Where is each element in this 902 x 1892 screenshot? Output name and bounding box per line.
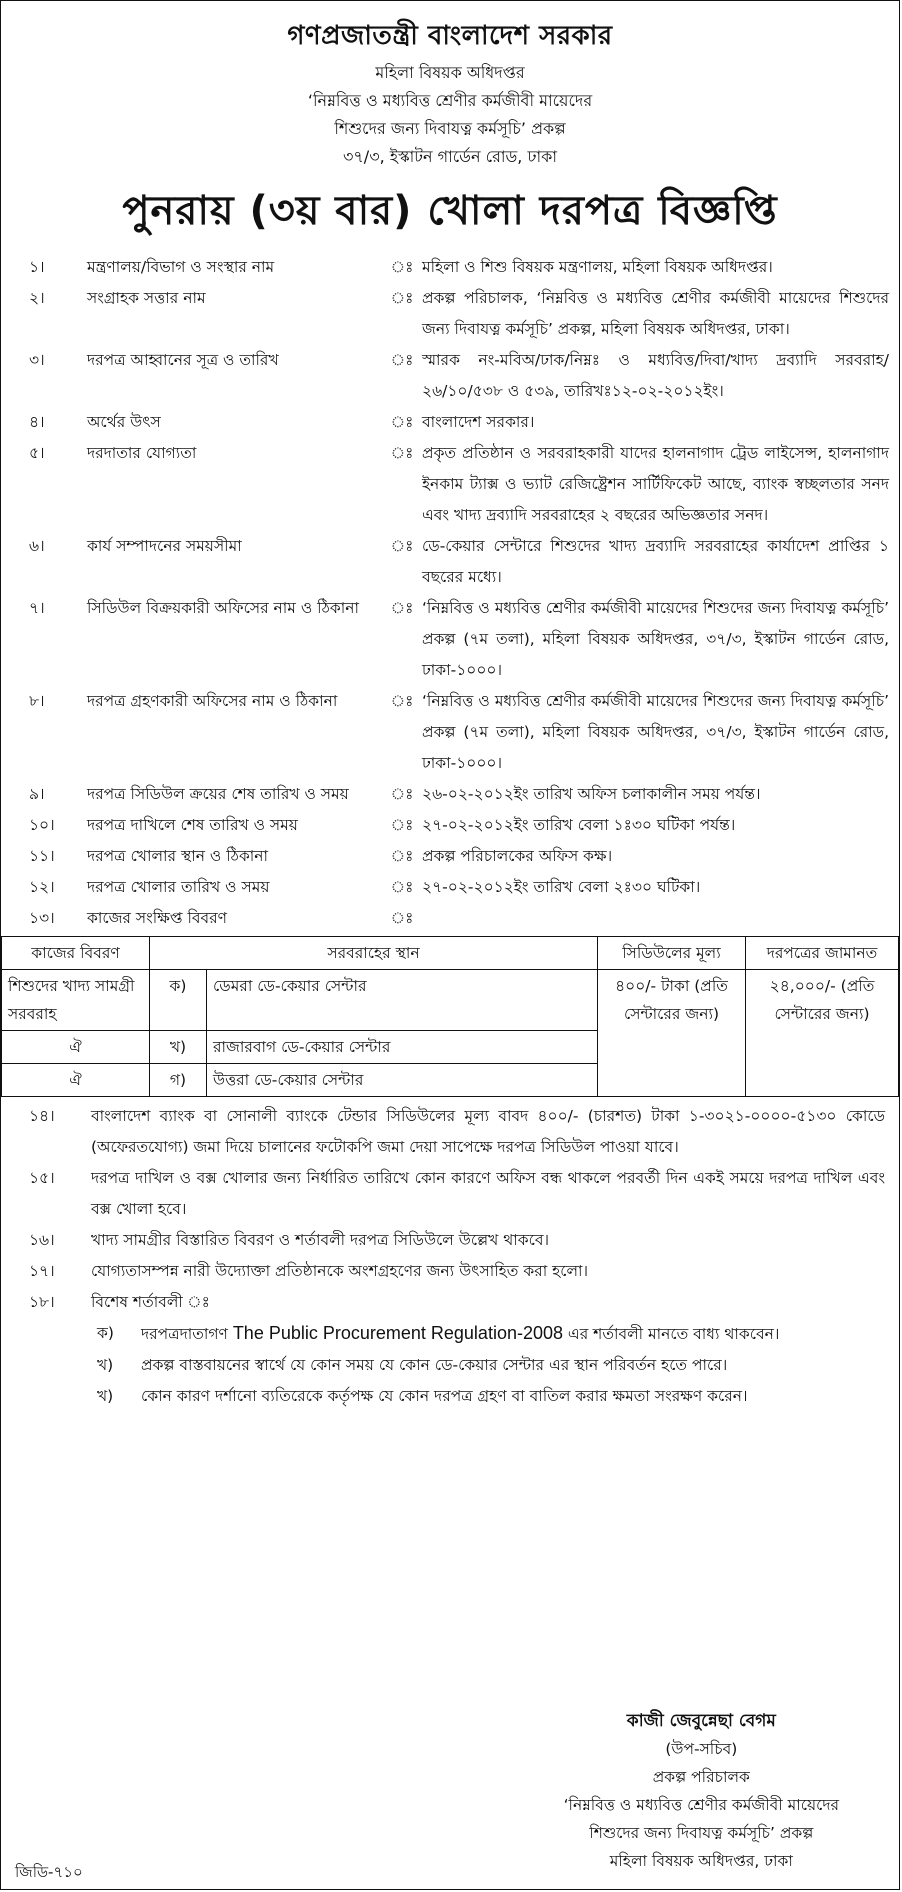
term-row [29, 1225, 885, 1256]
term-text: বাংলাদেশ ব্যাংক বা সোনালী ব্যাংকে টেন্ডার সিডিউলের মূল্য বাবদ ৪০০/- (চারশত) টাকা ১-৩০২১-০০০০-৫১৩০ কোডে (অফেরতযোগ্য) জমা দিয়ে চালানের ফটোকপি জমা দেয়া সাপেক্ষে দরপত্র সিডিউল পাওয়া যাবে। [91, 1107, 885, 1156]
clause-text: প্রকল্প বাস্তবায়নের স্বার্থে যে কোন সময় যে কোন ডে-কেয়ার সেন্টার এর স্থান পরিবর্তন হতে পারে। [141, 1356, 728, 1374]
item-number: ২। [29, 289, 45, 307]
signatory-role: প্রকল্প পরিচালক [652, 1768, 750, 1786]
work-cell: ঐ [2, 1064, 150, 1097]
item-colon: ঃ [390, 909, 414, 927]
term-number: ১৪। [29, 1107, 55, 1125]
term-number: ১৭। [29, 1262, 55, 1280]
detail-row [29, 283, 889, 345]
item-colon: ঃ [390, 816, 414, 834]
item-number: ৪। [29, 413, 45, 431]
column-header: সরবরাহের স্থান [150, 937, 598, 970]
item-label: সিডিউল বিক্রয়কারী অফিসের নাম ও ঠিকানা [87, 599, 359, 617]
office-address: ৩৭/৩, ইস্কাটন গার্ডেন রোড, ঢাকা [343, 147, 557, 166]
item-value: মহিলা ও শিশু বিষয়ক মন্ত্রণালয়, মহিলা বিষয়ক অধিদপ্তর। [422, 258, 773, 276]
lot-mark-cell: ক) [150, 970, 207, 1031]
signatory-designation: (উপ-সচিব) [665, 1740, 738, 1758]
term-number: ১৬। [29, 1231, 55, 1249]
place-cell: উত্তরা ডে-কেয়ার সেন্টার [207, 1064, 598, 1097]
item-number: ৬। [29, 537, 45, 555]
item-number: ১০। [29, 816, 55, 834]
column-header: কাজের বিবরণ [2, 937, 150, 970]
item-colon: ঃ [390, 785, 414, 803]
item-number: ১১। [29, 847, 55, 865]
table-row [2, 970, 899, 1031]
item-number: ৯। [29, 785, 45, 803]
item-label: দরপত্র গ্রহণকারী অফিসের নাম ও ঠিকানা [87, 692, 338, 710]
column-header: দরপত্রের জামানত [746, 937, 899, 970]
item-value: ২৭-০২-২০১২ইং তারিখ বেলা ২ঃ৩০ ঘটিকা। [422, 878, 701, 896]
item-number: ৭। [29, 599, 45, 617]
term-text: বিশেষ শর্তাবলী ঃ [91, 1293, 210, 1311]
security-cell: ২৪,০০০/- (প্রতি সেন্টারের জন্য) [746, 970, 899, 1097]
item-label: মন্ত্রণালয়/বিভাগ ও সংস্থার নাম [87, 258, 275, 276]
detail-row [29, 872, 889, 903]
table-header-row [2, 937, 899, 970]
signatory-project-line2: শিশুদের জন্য দিবাযত্ন কর্মসূচি’ প্রকল্প [589, 1824, 814, 1842]
clause-mark: খ) [97, 1387, 114, 1405]
project-name-line2: শিশুদের জন্য দিবাযত্ন কর্মসূচি’ প্রকল্প [334, 119, 566, 138]
term-text: খাদ্য সামগ্রীর বিস্তারিত বিবরণ ও শর্তাবলী দরপত্র সিডিউলে উল্লেখ থাকবে। [91, 1231, 549, 1249]
detail-row [29, 903, 889, 934]
term-text: দরপত্র দাখিল ও বক্স খোলার জন্য নির্ধারিত তারিখে কোন কারণে অফিস বন্ধ থাকলে পরবর্তী দিন একই সময়ে দরপত্র দাখিল এবং বক্স খোলা হবে। [91, 1169, 885, 1218]
item-colon: ঃ [390, 599, 414, 617]
item-value: প্রকল্প পরিচালকের অফিস কক্ষ। [422, 847, 613, 865]
clause-text: এর শর্তাবলী মানতে বাধ্য থাকবেন। [563, 1325, 780, 1343]
government-name: গণপ্রজাতন্ত্রী বাংলাদেশ সরকার [287, 21, 613, 51]
clause-text: দরপত্রদাতাগণ [141, 1325, 233, 1343]
special-condition [97, 1381, 885, 1412]
notice-title: পুনরায় (৩য় বার) খোলা দরপত্র বিজ্ঞপ্তি [122, 188, 778, 234]
term-text: যোগ্যতাসম্পন্ন নারী উদ্যোক্তা প্রতিষ্ঠানকে অংশগ্রহণের জন্য উৎসাহিত করা হলো। [91, 1262, 589, 1280]
tender-details [1, 252, 899, 934]
column-header: সিডিউলের মূল্য [598, 937, 746, 970]
detail-row [29, 841, 889, 872]
clause-text: কোন কারণ দর্শানো ব্যতিরেকে কর্তৃপক্ষ যে কোন দরপত্র গ্রহণ বা বাতিল করার ক্ষমতা সংরক্ষণ করেন। [141, 1387, 748, 1405]
lot-mark-cell: খ) [150, 1031, 207, 1064]
detail-row [29, 345, 889, 407]
item-value: স্মারক নং-মবিঅ/ঢাক/নিম্নঃ ও মধ্যবিত্ত/দিবা/খাদ্য দ্রব্যাদি সরবরাহ/২৬/১০/৫৩৮ ও ৫৩৯, তারিখঃ১২-০২-২০১২ইং। [422, 351, 889, 400]
item-colon: ঃ [390, 413, 414, 431]
term-row [29, 1101, 885, 1163]
item-number: ৮। [29, 692, 45, 710]
item-colon: ঃ [390, 847, 414, 865]
term-number: ১৫। [29, 1169, 55, 1187]
item-label: সংগ্রাহক সত্তার নাম [87, 289, 206, 307]
detail-row [29, 252, 889, 283]
item-label: দরদাতার যোগ্যতা [87, 444, 197, 462]
signatory-project-line1: ‘নিম্নবিত্ত ও মধ্যবিত্ত শ্রেণীর কর্মজীবী মায়েদের [563, 1796, 839, 1814]
clause-regulation: The Public Procurement Regulation-2008 [232, 1323, 563, 1343]
item-value: বাংলাদেশ সরকার। [422, 413, 535, 431]
detail-row [29, 438, 889, 531]
item-value: প্রকৃত প্রতিষ্ঠান ও সরবরাহকারী যাদের হালনাগাদ ট্রেড লাইসেন্স, হালনাগাদ ইনকাম ট্যাক্স ও ভ্যাট রেজিষ্ট্রেশন সার্টিফিকেট আছে, ব্যাংক স্বচ্ছলতার সনদ এবং খাদ্য দ্রব্যাদি সরবরাহের ২ বছরের অভিজ্ঞতার সনদ। [422, 444, 889, 524]
work-cell: শিশুদের খাদ্য সামগ্রী সরবরাহ [2, 970, 150, 1031]
place-cell: ডেমরা ডে-কেয়ার সেন্টার [207, 970, 598, 1031]
detail-row [29, 686, 889, 779]
signatory-office: মহিলা বিষয়ক অধিদপ্তর, ঢাকা [609, 1852, 793, 1870]
term-row [29, 1287, 885, 1318]
special-conditions [29, 1318, 885, 1412]
item-number: ১। [29, 258, 45, 276]
detail-row [29, 531, 889, 593]
term-row [29, 1256, 885, 1287]
item-number: ৫। [29, 444, 45, 462]
item-value: ডে-কেয়ার সেন্টারে শিশুদের খাদ্য দ্রব্যাদি সরবরাহের কার্যাদেশ প্রাপ্তির ১ বছরের মধ্যে। [422, 537, 889, 586]
reference-code: জিডি-৭১০ [15, 1863, 83, 1881]
item-value: ‘নিম্নবিত্ত ও মধ্যবিত্ত শ্রেণীর কর্মজীবী মায়েদের শিশুদের জন্য দিবাযত্ন কর্মসূচি’ প্রকল্প (৭ম তলা), মহিলা বিষয়ক অধিদপ্তর, ৩৭/৩, ইস্কাটন গার্ডেন রোড, ঢাকা-১০০০। [422, 599, 889, 679]
clause-mark: খ) [97, 1356, 114, 1374]
lot-mark-cell: গ) [150, 1064, 207, 1097]
item-value: প্রকল্প পরিচালক, ‘নিম্নবিত্ত ও মধ্যবিত্ত শ্রেণীর কর্মজীবী মায়েদের শিশুদের জন্য দিবাযত্ন কর্মসূচি’ প্রকল্প, মহিলা বিষয়ক অধিদপ্তর, ঢাকা। [422, 289, 889, 338]
lots-table [1, 936, 899, 1097]
project-name-line1: ‘নিম্নবিত্ত ও মধ্যবিত্ত শ্রেণীর কর্মজীবী মায়েদের [307, 91, 593, 110]
clause-mark: ক) [97, 1324, 114, 1342]
special-condition [97, 1318, 885, 1350]
item-label: দরপত্র দাখিলে শেষ তারিখ ও সময় [87, 816, 298, 834]
price-cell: ৪০০/- টাকা (প্রতি সেন্টারের জন্য) [598, 970, 746, 1097]
term-row [29, 1163, 885, 1225]
item-value: ২৬-০২-২০১২ইং তারিখ অফিস চলাকালীন সময় পর্যন্ত। [422, 785, 761, 803]
item-number: ১২। [29, 878, 55, 896]
item-value [422, 903, 889, 934]
item-colon: ঃ [390, 878, 414, 896]
detail-row [29, 593, 889, 686]
item-label: দরপত্র খোলার তারিখ ও সময় [87, 878, 270, 896]
notice-header [1, 15, 899, 246]
item-label: দরপত্র সিডিউল ক্রয়ের শেষ তারিখ ও সময় [87, 785, 349, 803]
detail-row [29, 407, 889, 438]
terms-list [1, 1101, 899, 1412]
item-colon: ঃ [390, 692, 414, 710]
item-value: ২৭-০২-২০১২ইং তারিখ বেলা ১ঃ৩০ ঘটিকা পর্যন্ত। [422, 816, 736, 834]
item-label: অর্থের উৎস [87, 413, 161, 431]
special-condition [97, 1350, 885, 1381]
item-value: ‘নিম্নবিত্ত ও মধ্যবিত্ত শ্রেণীর কর্মজীবী মায়েদের শিশুদের জন্য দিবাযত্ন কর্মসূচি’ প্রকল্প (৭ম তলা), মহিলা বিষয়ক অধিদপ্তর, ৩৭/৩, ইস্কাটন গার্ডেন রোড, ঢাকা-১০০০। [422, 692, 889, 772]
item-label: দরপত্র আহ্বানের সূত্র ও তারিখ [87, 351, 279, 369]
place-cell: রাজারবাগ ডে-কেয়ার সেন্টার [207, 1031, 598, 1064]
item-number: ১৩। [29, 909, 55, 927]
item-number: ৩। [29, 351, 45, 369]
department-name: মহিলা বিষয়ক অধিদপ্তর [375, 63, 525, 82]
item-colon: ঃ [390, 537, 414, 555]
item-colon: ঃ [390, 351, 414, 369]
item-label: কাজের সংক্ষিপ্ত বিবরণ [87, 909, 228, 927]
item-colon: ঃ [390, 289, 414, 307]
detail-row [29, 779, 889, 810]
detail-row [29, 810, 889, 841]
signature-block [564, 1707, 839, 1875]
item-colon: ঃ [390, 258, 414, 276]
term-number: ১৮। [29, 1293, 55, 1311]
work-cell: ঐ [2, 1031, 150, 1064]
signatory-name: কাজী জেবুন্নেছা বেগম [626, 1711, 776, 1731]
item-colon: ঃ [390, 444, 414, 462]
item-label: দরপত্র খোলার স্থান ও ঠিকানা [87, 847, 269, 865]
item-label: কার্য সম্পাদনের সময়সীমা [87, 537, 242, 555]
